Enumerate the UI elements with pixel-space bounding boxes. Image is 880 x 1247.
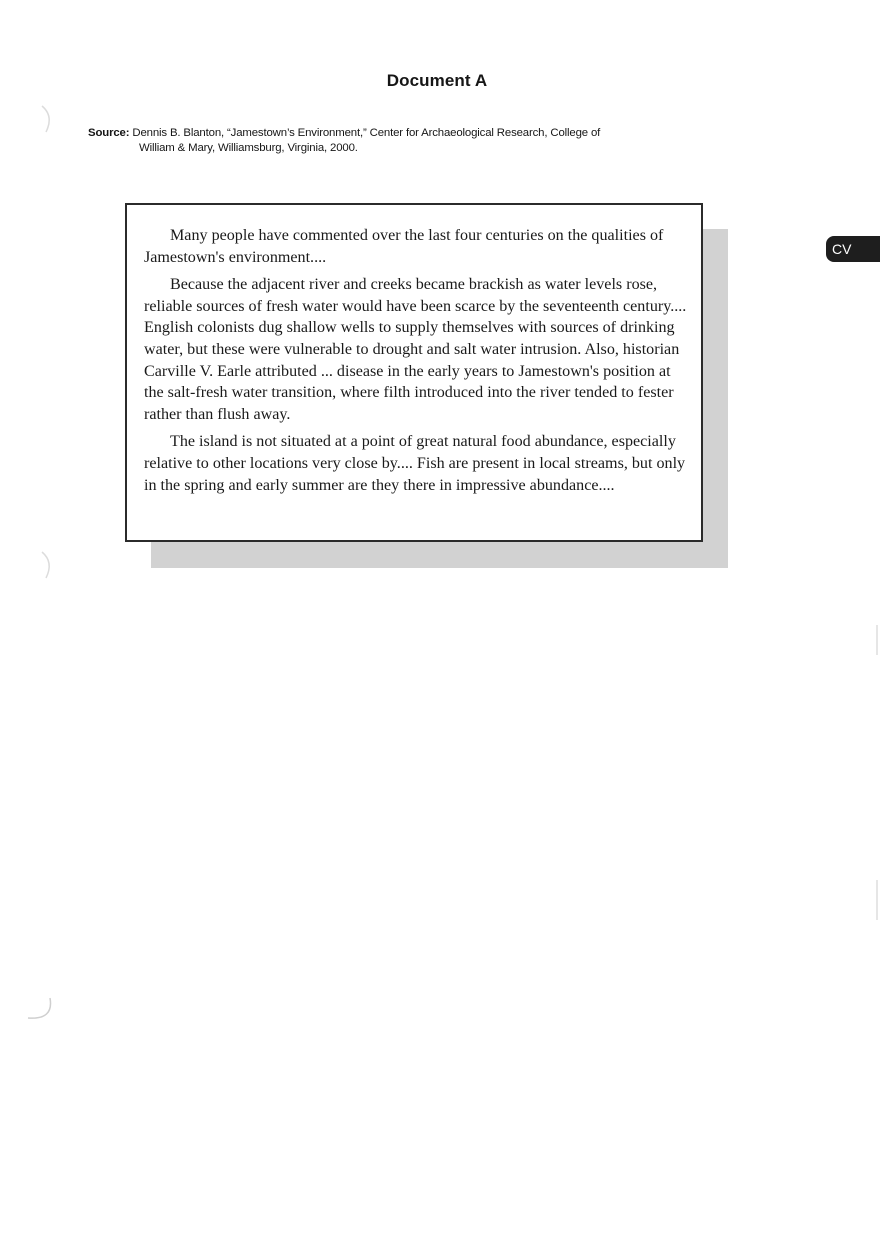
excerpt-box: [125, 203, 703, 542]
excerpt-paragraph-2: Because the adjacent river and creeks became brackish as water levels rose, reliable sources of fresh water would have been scarce by the seventeenth century.... English colonists dug shallow wells to supply themselves with sources of drinking water, but these were vulnerable to drought and salt water intrusion. Also, historian Carville V. Earle attributed ... disease in the early years to Jamestown's position at the salt-fresh water transition, where filth introduced into the river tended to fester rather than flush away.: [144, 275, 687, 424]
source-line-1: Dennis B. Blanton, “Jamestown’s Environment,” Center for Archaeological Research, College of: [132, 127, 601, 139]
excerpt-paragraph-1: Many people have commented over the last four centuries on the qualities of Jamestown's environment....: [144, 227, 664, 266]
excerpt-text: [144, 225, 692, 502]
binder-hole-curve-icon: [38, 104, 62, 134]
document-title: Document A: [386, 71, 488, 90]
cv-side-tab[interactable]: CV: [826, 236, 880, 262]
source-label: Source:: [88, 127, 130, 139]
binder-hole-mark-bottom: [24, 996, 48, 1026]
binder-hole-curve-icon: [38, 550, 62, 580]
source-line-2: William & Mary, Williamsburg, Virginia, 2000.: [139, 142, 358, 154]
binder-hole-mark-top: [38, 104, 62, 134]
binder-hole-mark-middle: [38, 550, 62, 580]
scan-edge-mark: [876, 880, 878, 920]
binder-hole-curve-icon: [24, 996, 54, 1026]
source-citation: [88, 126, 728, 156]
scan-edge-mark: [876, 625, 878, 655]
excerpt-paragraph-3: The island is not situated at a point of great natural food abundance, especially relative to other locations very close by.... Fish are present in local streams, but only in the spring and early summer are they there in impressive abundance....: [144, 433, 686, 494]
